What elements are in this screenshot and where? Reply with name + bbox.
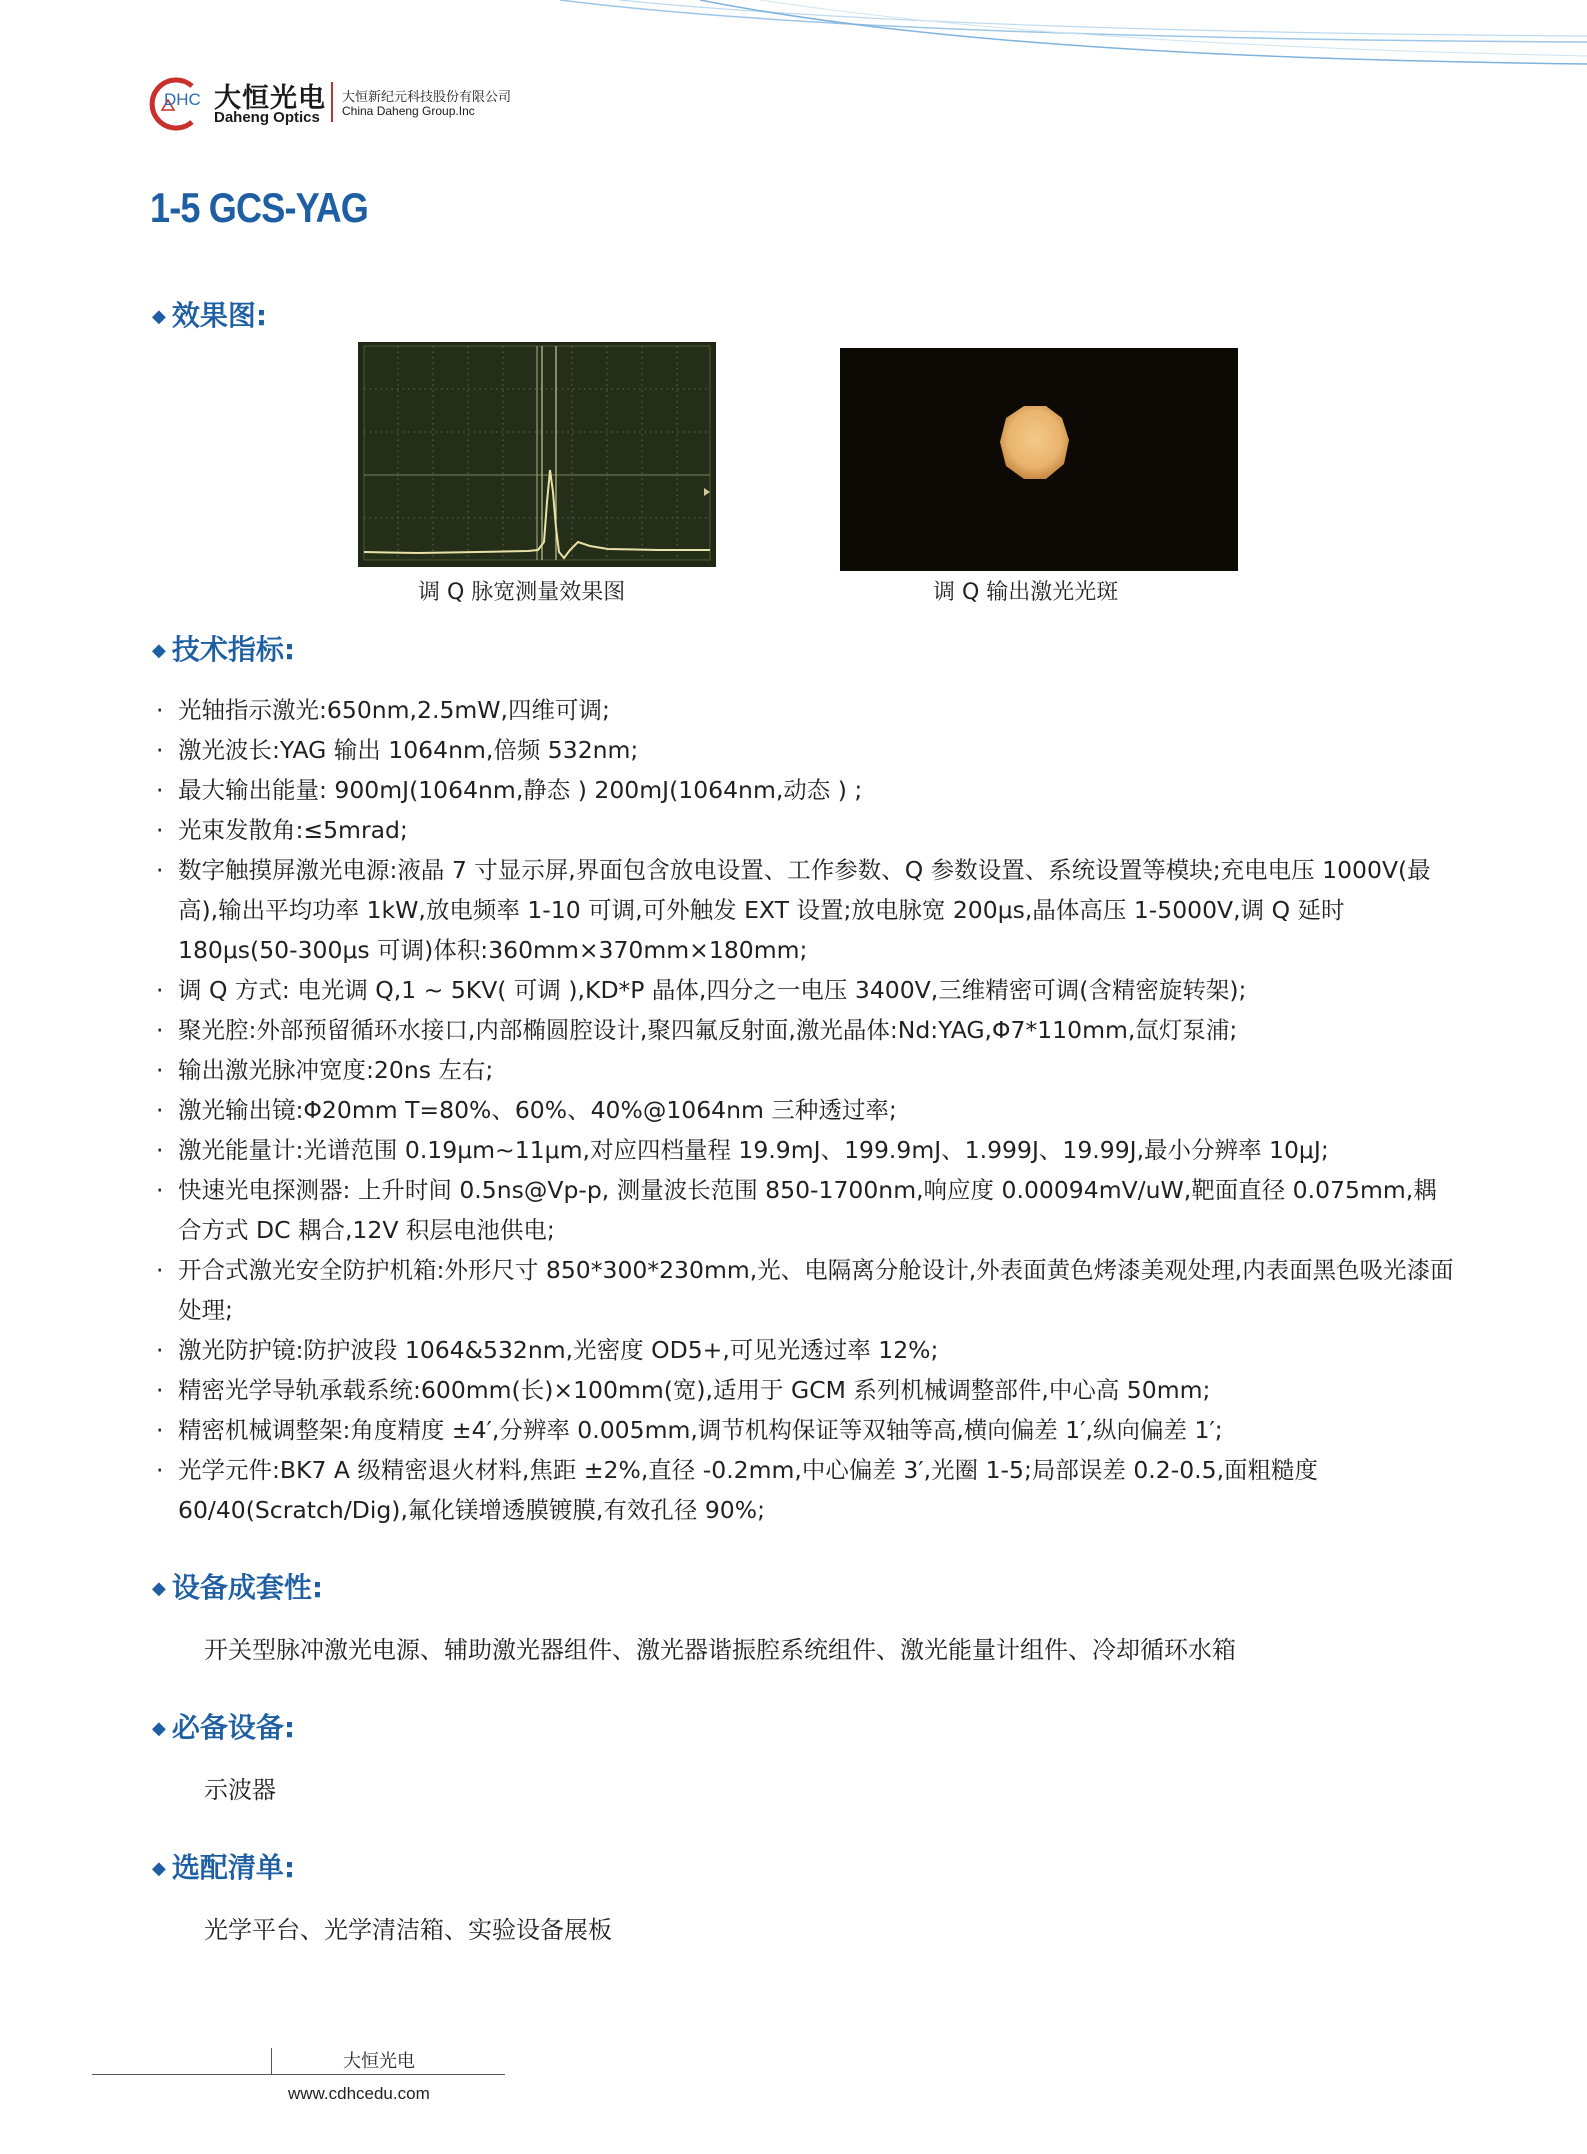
- list-item: [156, 1170, 1456, 1250]
- list-item: [156, 1410, 1456, 1450]
- bullet: ·: [156, 1016, 164, 1044]
- oscilloscope-image: [358, 342, 716, 567]
- bullet: ·: [156, 1136, 164, 1164]
- bullet: ·: [156, 1336, 164, 1364]
- diamond-bullet-icon: ◆: [152, 640, 166, 661]
- spec-text: 聚光腔:外部预留循环水接口,内部椭圆腔设计,聚四氟反射面,激光晶体:Nd:YAG,Φ7*110mm,氙灯泵浦;: [178, 1016, 1238, 1044]
- section-options-label: 选配清单:: [171, 1851, 296, 1884]
- spec-text: 最大输出能量: 900mJ(1064nm,静态 ) 200mJ(1064nm,动态 ) ;: [178, 776, 863, 804]
- spec-text: 激光能量计:光谱范围 0.19μm~11μm,对应四档量程 19.9mJ、199.9mJ、1.999J、19.99J,最小分辨率 10μJ;: [178, 1136, 1329, 1164]
- bullet: ·: [156, 856, 164, 884]
- footer-url: www.cdhcedu.com: [288, 2084, 430, 2103]
- bullet: ·: [156, 1056, 164, 1084]
- diamond-bullet-icon: ◆: [152, 1858, 166, 1879]
- kit-text: 开关型脉冲激光电源、辅助激光器组件、激光器谐振腔系统组件、激光能量计组件、冷却循环水箱: [204, 1636, 1236, 1664]
- laser-spot-image: [840, 348, 1238, 571]
- options-text: 光学平台、光学清洁箱、实验设备展板: [204, 1916, 612, 1944]
- bullet: ·: [156, 816, 164, 844]
- footer-brand: 大恒光电: [343, 2051, 415, 2072]
- diamond-bullet-icon: ◆: [152, 306, 166, 327]
- section-effect-label: 效果图:: [171, 299, 268, 332]
- bullet: ·: [156, 776, 164, 804]
- section-kit-title: [152, 1568, 323, 1608]
- page-title: 1-5 GCS-YAG: [150, 184, 369, 231]
- spec-text: 快速光电探测器: 上升时间 0.5ns@Vp-p, 测量波长范围 850-1700nm,响应度 0.00094mV/uW,靶面直径 0.075mm,耦合方式 DC 耦合,12V 积层电池供电;: [178, 1176, 1437, 1244]
- spec-text: 精密光学导轨承载系统:600mm(长)×100mm(宽),适用于 GCM 系列机械调整部件,中心高 50mm;: [178, 1376, 1211, 1404]
- spec-text: 开合式激光安全防护机箱:外形尺寸 850*300*230mm,光、电隔离分舱设计,外表面黄色烤漆美观处理,内表面黑色吸光漆面处理;: [178, 1256, 1454, 1324]
- spec-text: 光束发散角:≤5mrad;: [178, 816, 408, 844]
- section-kit-label: 设备成套性:: [171, 1571, 324, 1604]
- footer-rule: [92, 2074, 505, 2075]
- bullet: ·: [156, 696, 164, 724]
- bullet: ·: [156, 976, 164, 1004]
- list-item: [156, 1450, 1456, 1530]
- list-item: [156, 1130, 1456, 1170]
- footer-divider: [271, 2048, 272, 2074]
- logo-divider: [331, 82, 333, 122]
- list-item: [156, 1050, 1456, 1090]
- spec-text: 输出激光脉冲宽度:20ns 左右;: [178, 1056, 494, 1084]
- company-name-en: China Daheng Group.Inc: [342, 104, 475, 118]
- bullet: ·: [156, 736, 164, 764]
- company-name-cn: 大恒新纪元科技股份有限公司: [342, 90, 512, 105]
- spec-text: 光轴指示激光:650nm,2.5mW,四维可调;: [178, 696, 610, 724]
- section-required-title: [152, 1708, 295, 1748]
- spec-text: 激光防护镜:防护波段 1064&532nm,光密度 OD5+,可见光透过率 12%;: [178, 1336, 939, 1364]
- section-specs-label: 技术指标:: [171, 633, 296, 666]
- list-item: [156, 1090, 1456, 1130]
- oscilloscope-caption: 调 Q 脉宽测量效果图: [418, 580, 626, 605]
- spec-text: 数字触摸屏激光电源:液晶 7 寸显示屏,界面包含放电设置、工作参数、Q 参数设置、系统设置等模块;充电电压 1000V(最高),输出平均功率 1kW,放电频率 1-10 可调,可外触发 EXT 设置;放电脉宽 200μs,晶体高压 1-5000V,调 Q 延时 180μs(50-300μs 可调)体积:360mm×370mm×180mm;: [178, 856, 1431, 964]
- spec-text: 调 Q 方式: 电光调 Q,1 ~ 5KV( 可调 ),KD*P 晶体,四分之一电压 3400V,三维精密可调(含精密旋转架);: [178, 976, 1247, 1004]
- logo-chinese: 大恒光电: [214, 83, 326, 114]
- spec-text: 精密机械调整架:角度精度 ±4′,分辨率 0.005mm,调节机构保证等双轴等高,横向偏差 1′,纵向偏差 1′;: [178, 1416, 1223, 1444]
- section-options-title: [152, 1848, 295, 1888]
- laser-spot-caption: 调 Q 输出激光光斑: [933, 580, 1119, 605]
- list-item: [156, 1330, 1456, 1370]
- diamond-bullet-icon: ◆: [152, 1578, 166, 1599]
- section-specs-title: [152, 630, 295, 670]
- company-logo: [140, 74, 540, 134]
- bullet: ·: [156, 1456, 164, 1484]
- section-effect-title: [152, 296, 267, 336]
- spec-list: [156, 690, 1456, 1530]
- logo-mark-text: DHC: [164, 90, 201, 109]
- bullet: ·: [156, 1376, 164, 1404]
- list-item: [156, 1250, 1456, 1330]
- header-decoration: [0, 0, 1587, 80]
- spec-text: 激光输出镜:Φ20mm T=80%、60%、40%@1064nm 三种透过率;: [178, 1096, 897, 1124]
- required-text: 示波器: [204, 1776, 276, 1804]
- logo-english: Daheng Optics: [214, 109, 320, 126]
- spec-text: 激光波长:YAG 输出 1064nm,倍频 532nm;: [178, 736, 639, 764]
- list-item: [156, 810, 1456, 850]
- list-item: [156, 690, 1456, 730]
- diamond-bullet-icon: ◆: [152, 1718, 166, 1739]
- list-item: [156, 730, 1456, 770]
- spec-text: 光学元件:BK7 A 级精密退火材料,焦距 ±2%,直径 -0.2mm,中心偏差 3′,光圈 1-5;局部误差 0.2-0.5,面粗糙度 60/40(Scratch/Dig),氟化镁增透膜镀膜,有效孔径 90%;: [178, 1456, 1319, 1524]
- list-item: [156, 770, 1456, 810]
- list-item: [156, 1010, 1456, 1050]
- bullet: ·: [156, 1416, 164, 1444]
- list-item: [156, 850, 1456, 970]
- list-item: [156, 970, 1456, 1010]
- bullet: ·: [156, 1096, 164, 1124]
- list-item: [156, 1370, 1456, 1410]
- bullet: ·: [156, 1256, 164, 1284]
- bullet: ·: [156, 1176, 164, 1204]
- section-required-label: 必备设备:: [171, 1711, 296, 1744]
